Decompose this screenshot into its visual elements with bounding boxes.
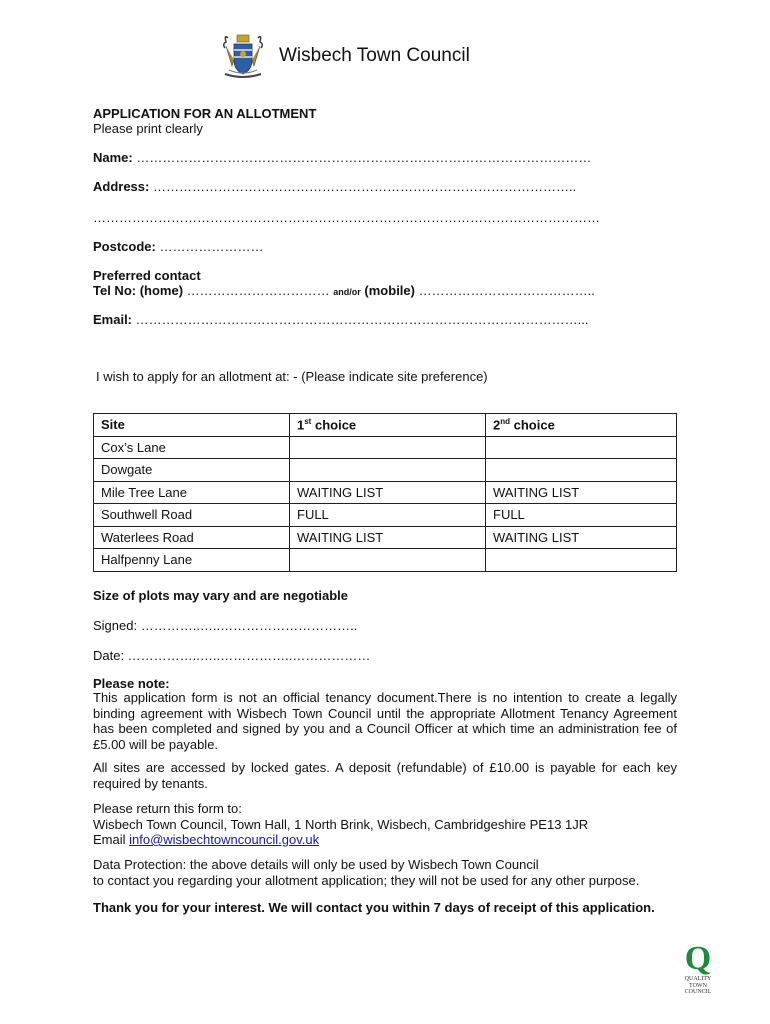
form-title: APPLICATION FOR AN ALLOTMENT [93,106,317,121]
site-name: Waterlees Road [94,526,290,549]
postcode-dots: …………………… [159,239,264,254]
postcode-label: Postcode: [93,239,156,254]
data-protection-line-2: to contact you regarding your allotment application; they will not be used for any other purpose. [93,872,640,888]
signature-field[interactable]: Signed: …………..…..………………………….. [93,618,358,633]
table-row [94,526,677,549]
date-field[interactable]: Date: ……………..…..……………..……………… [93,648,371,663]
telephone-field[interactable] [93,283,595,300]
table-row [94,459,677,482]
tenancy-note-paragraph: This application form is not an official tenancy document.There is no intention to create a legally binding agreement with Wisbech Town Council until the appropriate Allotment Tenancy Agreement has been completed and signed by you and a Council Officer at which time an administration fee of £5.00 will be payable. [93,690,677,752]
mobile-dots: ………………………………….. [418,283,595,298]
second-choice-cell[interactable] [486,436,677,459]
first-choice-cell[interactable] [290,459,486,482]
second-choice-cell[interactable]: FULL [486,504,677,527]
second-choice-cell[interactable] [486,549,677,572]
table-row [94,504,677,527]
email-label: Email: [93,312,133,327]
email-link[interactable]: info@wisbechtowncouncil.gov.uk [129,832,320,847]
tel-home-dots: …………………………… [186,283,330,298]
thank-you-message: Thank you for your interest. We will contact you within 7 days of receipt of this application. [93,900,655,915]
address-line-2[interactable]: ……………………………………………………………………………………………………… [93,210,600,225]
second-choice-column-header: 2nd choice [486,414,677,437]
second-choice-cell[interactable]: WAITING LIST [486,526,677,549]
address-dots: …………………………………………………………………………………….. [152,179,577,194]
first-choice-cell[interactable] [290,436,486,459]
plots-size-note: Size of plots may vary and are negotiable [93,588,349,603]
site-name: Halfpenny Lane [94,549,290,572]
data-protection-line-1: Data Protection: the above details will only be used by Wisbech Town Council [93,857,539,872]
gates-deposit-paragraph: All sites are accessed by locked gates. A deposit (refundable) of £10.00 is payable for each key required by tenants. [93,760,677,791]
first-choice-cell[interactable]: WAITING LIST [290,481,486,504]
return-email-line [93,832,677,848]
first-choice-cell[interactable] [290,549,486,572]
name-field[interactable] [93,150,591,166]
data-protection-statement [93,857,677,888]
email-prefix: Email [93,832,130,847]
postcode-field[interactable] [93,239,263,255]
table-header-row [94,414,677,437]
site-name: Southwell Road [94,504,290,527]
first-choice-column-header: 1st choice [290,414,486,437]
email-dots: …………………………………………………………………………………………... [135,312,589,327]
return-intro: Please return this form to: [93,801,242,816]
first-choice-cell[interactable]: WAITING LIST [290,526,486,549]
site-preference-table [93,413,677,572]
andor-label: and/or [333,287,361,297]
quality-q-icon: Q [684,940,712,977]
email-field[interactable] [93,312,588,328]
site-preference-intro: I wish to apply for an allotment at: - (Please indicate site preference) [96,369,488,384]
table-row [94,436,677,459]
site-name: Mile Tree Lane [94,481,290,504]
quality-logo-line-3: COUNCIL [684,989,712,995]
council-name: Wisbech Town Council [279,45,470,66]
site-name: Dowgate [94,459,290,482]
site-column-header: Site [94,414,290,437]
print-instruction: Please print clearly [93,121,203,136]
please-note-heading: Please note: [93,676,170,691]
name-label: Name: [93,150,133,165]
table-row [94,481,677,504]
return-instructions [93,801,677,848]
table-row [94,549,677,572]
council-crest-icon [220,32,266,80]
first-choice-cell[interactable]: FULL [290,504,486,527]
quality-logo-line-1: QUALITY [684,976,712,982]
second-choice-cell[interactable] [486,459,677,482]
return-address: Wisbech Town Council, Town Hall, 1 North Brink, Wisbech, Cambridgeshire PE13 1JR [93,816,589,832]
address-field[interactable] [93,179,576,195]
second-choice-cell[interactable]: WAITING LIST [486,481,677,504]
tel-home-label: Tel No: (home) [93,283,184,298]
site-name: Cox’s Lane [94,436,290,459]
address-label: Address: [93,179,150,194]
mobile-label: (mobile) [364,283,415,298]
preferred-contact-label: Preferred contact [93,268,201,283]
quality-logo-line-2: TOWN [689,982,707,989]
quality-town-council-logo [678,940,718,995]
name-dots: …………………………………………………………………………………………… [136,150,592,165]
